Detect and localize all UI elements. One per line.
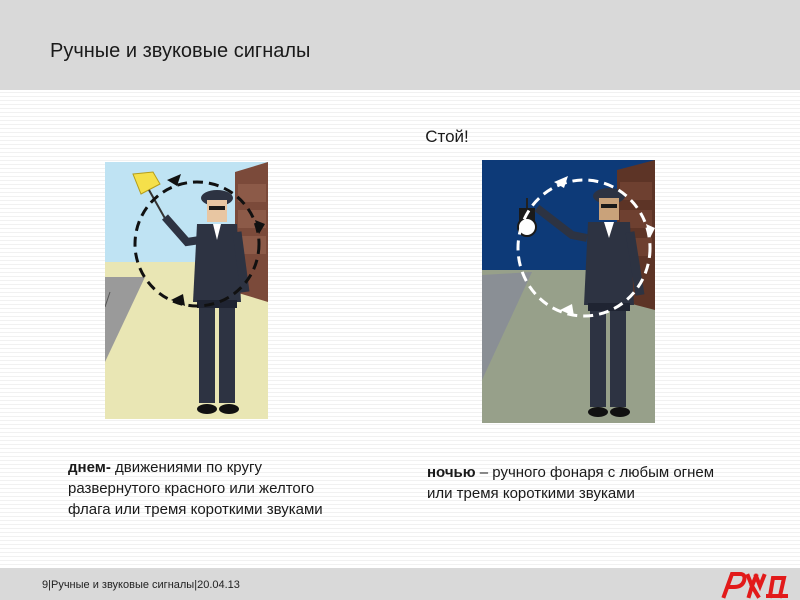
header-bar [0,0,800,90]
signal-title: Стой! [425,127,469,146]
footer-date: 20.04.13 [197,579,240,591]
night-signal-illustration [482,160,655,423]
footer-bar [0,568,800,600]
night-caption [427,462,727,504]
day-caption [68,457,328,520]
footer-info [42,579,240,591]
page-title: Ручные и звуковые сигналы [50,40,311,62]
day-text: движениями по кругу развернутого красного или желтого флага или тремя короткими звуками [68,459,323,518]
day-signal-illustration [105,162,268,419]
rzd-logo-icon [718,568,793,600]
footer-title: Ручные и звуковые сигналы [50,579,195,591]
footer-page: 9 [42,579,49,591]
footer-sep: | [194,579,198,591]
night-text: – ручного фонаря с любым огнем или тремя короткими звуками [427,464,715,502]
day-label: днем- [68,459,111,476]
night-label: ночью [427,464,476,481]
footer-sep: | [48,579,51,591]
